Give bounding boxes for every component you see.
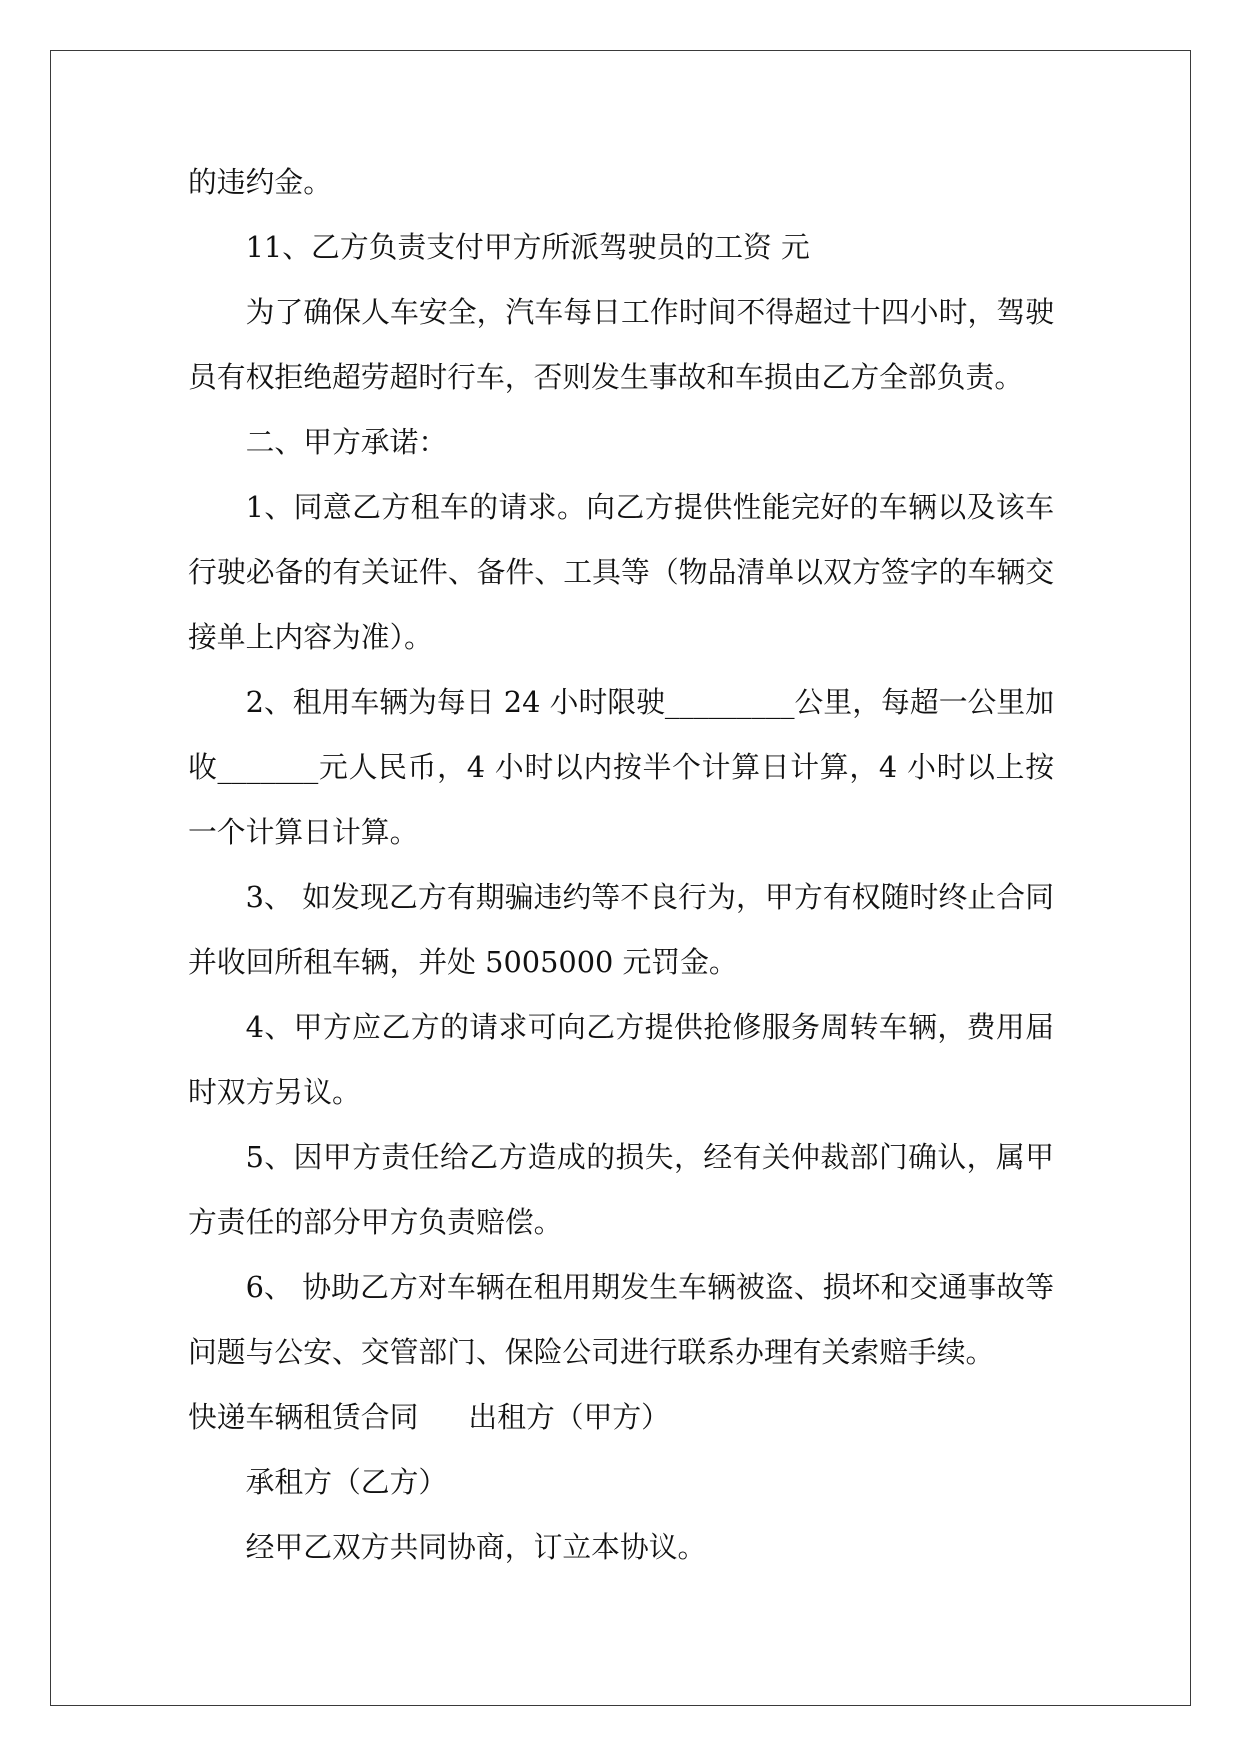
lessor-label: 出租方（甲方） <box>468 1400 670 1434</box>
clause-1-line: 1、同意乙方租车的请求。向乙方提供性能完好的车辆以及该车 <box>245 490 1054 524</box>
paragraph-line: 的违约金。 <box>188 165 332 199</box>
clause-1-line: 接单上内容为准）。 <box>188 620 433 654</box>
clause-11-line: 11、乙方负责支付甲方所派驾驶员的工资 元 <box>245 230 810 264</box>
agreement-statement: 经甲乙双方共同协商，订立本协议。 <box>245 1530 707 1564</box>
lessee-label: 承租方（乙方） <box>245 1465 448 1499</box>
clause-6-line: 问题与公安、交管部门、保险公司进行联系办理有关索赔手续。 <box>188 1335 995 1369</box>
clause-4-line: 时双方另议。 <box>188 1075 361 1109</box>
clause-4-line: 4、甲方应乙方的请求可向乙方提供抢修服务周转车辆，费用届 <box>245 1010 1054 1044</box>
clause-3-line: 并收回所租车辆，并处 5005000 元罚金。 <box>188 945 738 979</box>
document-body <box>188 150 1054 1580</box>
paragraph-line: 为了确保人车安全，汽车每日工作时间不得超过十四小时，驾驶 <box>245 295 1054 329</box>
clause-2-line: 收_______元人民币，4 小时以内按半个计算日计算，4 小时以上按 <box>188 750 1054 784</box>
clause-3-line: 3、 如发现乙方有期骗违约等不良行为，甲方有权随时终止合同 <box>245 880 1054 914</box>
clause-2-line: 2、租用车辆为每日 24 小时限驶_________公里，每超一公里加 <box>245 685 1054 719</box>
contract-heading <box>188 1385 1054 1450</box>
clause-6-line: 6、 协助乙方对车辆在租用期发生车辆被盗、损坏和交通事故等 <box>245 1270 1054 1304</box>
clause-2-line: 一个计算日计算。 <box>188 815 419 849</box>
section-heading: 二、甲方承诺： <box>245 425 448 459</box>
clause-5-line: 方责任的部分甲方负责赔偿。 <box>188 1205 563 1239</box>
clause-5-line: 5、因甲方责任给乙方造成的损失，经有关仲裁部门确认，属甲 <box>245 1140 1054 1174</box>
paragraph-line: 员有权拒绝超劳超时行车，否则发生事故和车损由乙方全部负责。 <box>188 360 1024 394</box>
contract-title: 快递车辆租赁合同 <box>188 1400 419 1434</box>
clause-1-line: 行驶必备的有关证件、备件、工具等（物品清单以双方签字的车辆交 <box>188 555 1054 589</box>
